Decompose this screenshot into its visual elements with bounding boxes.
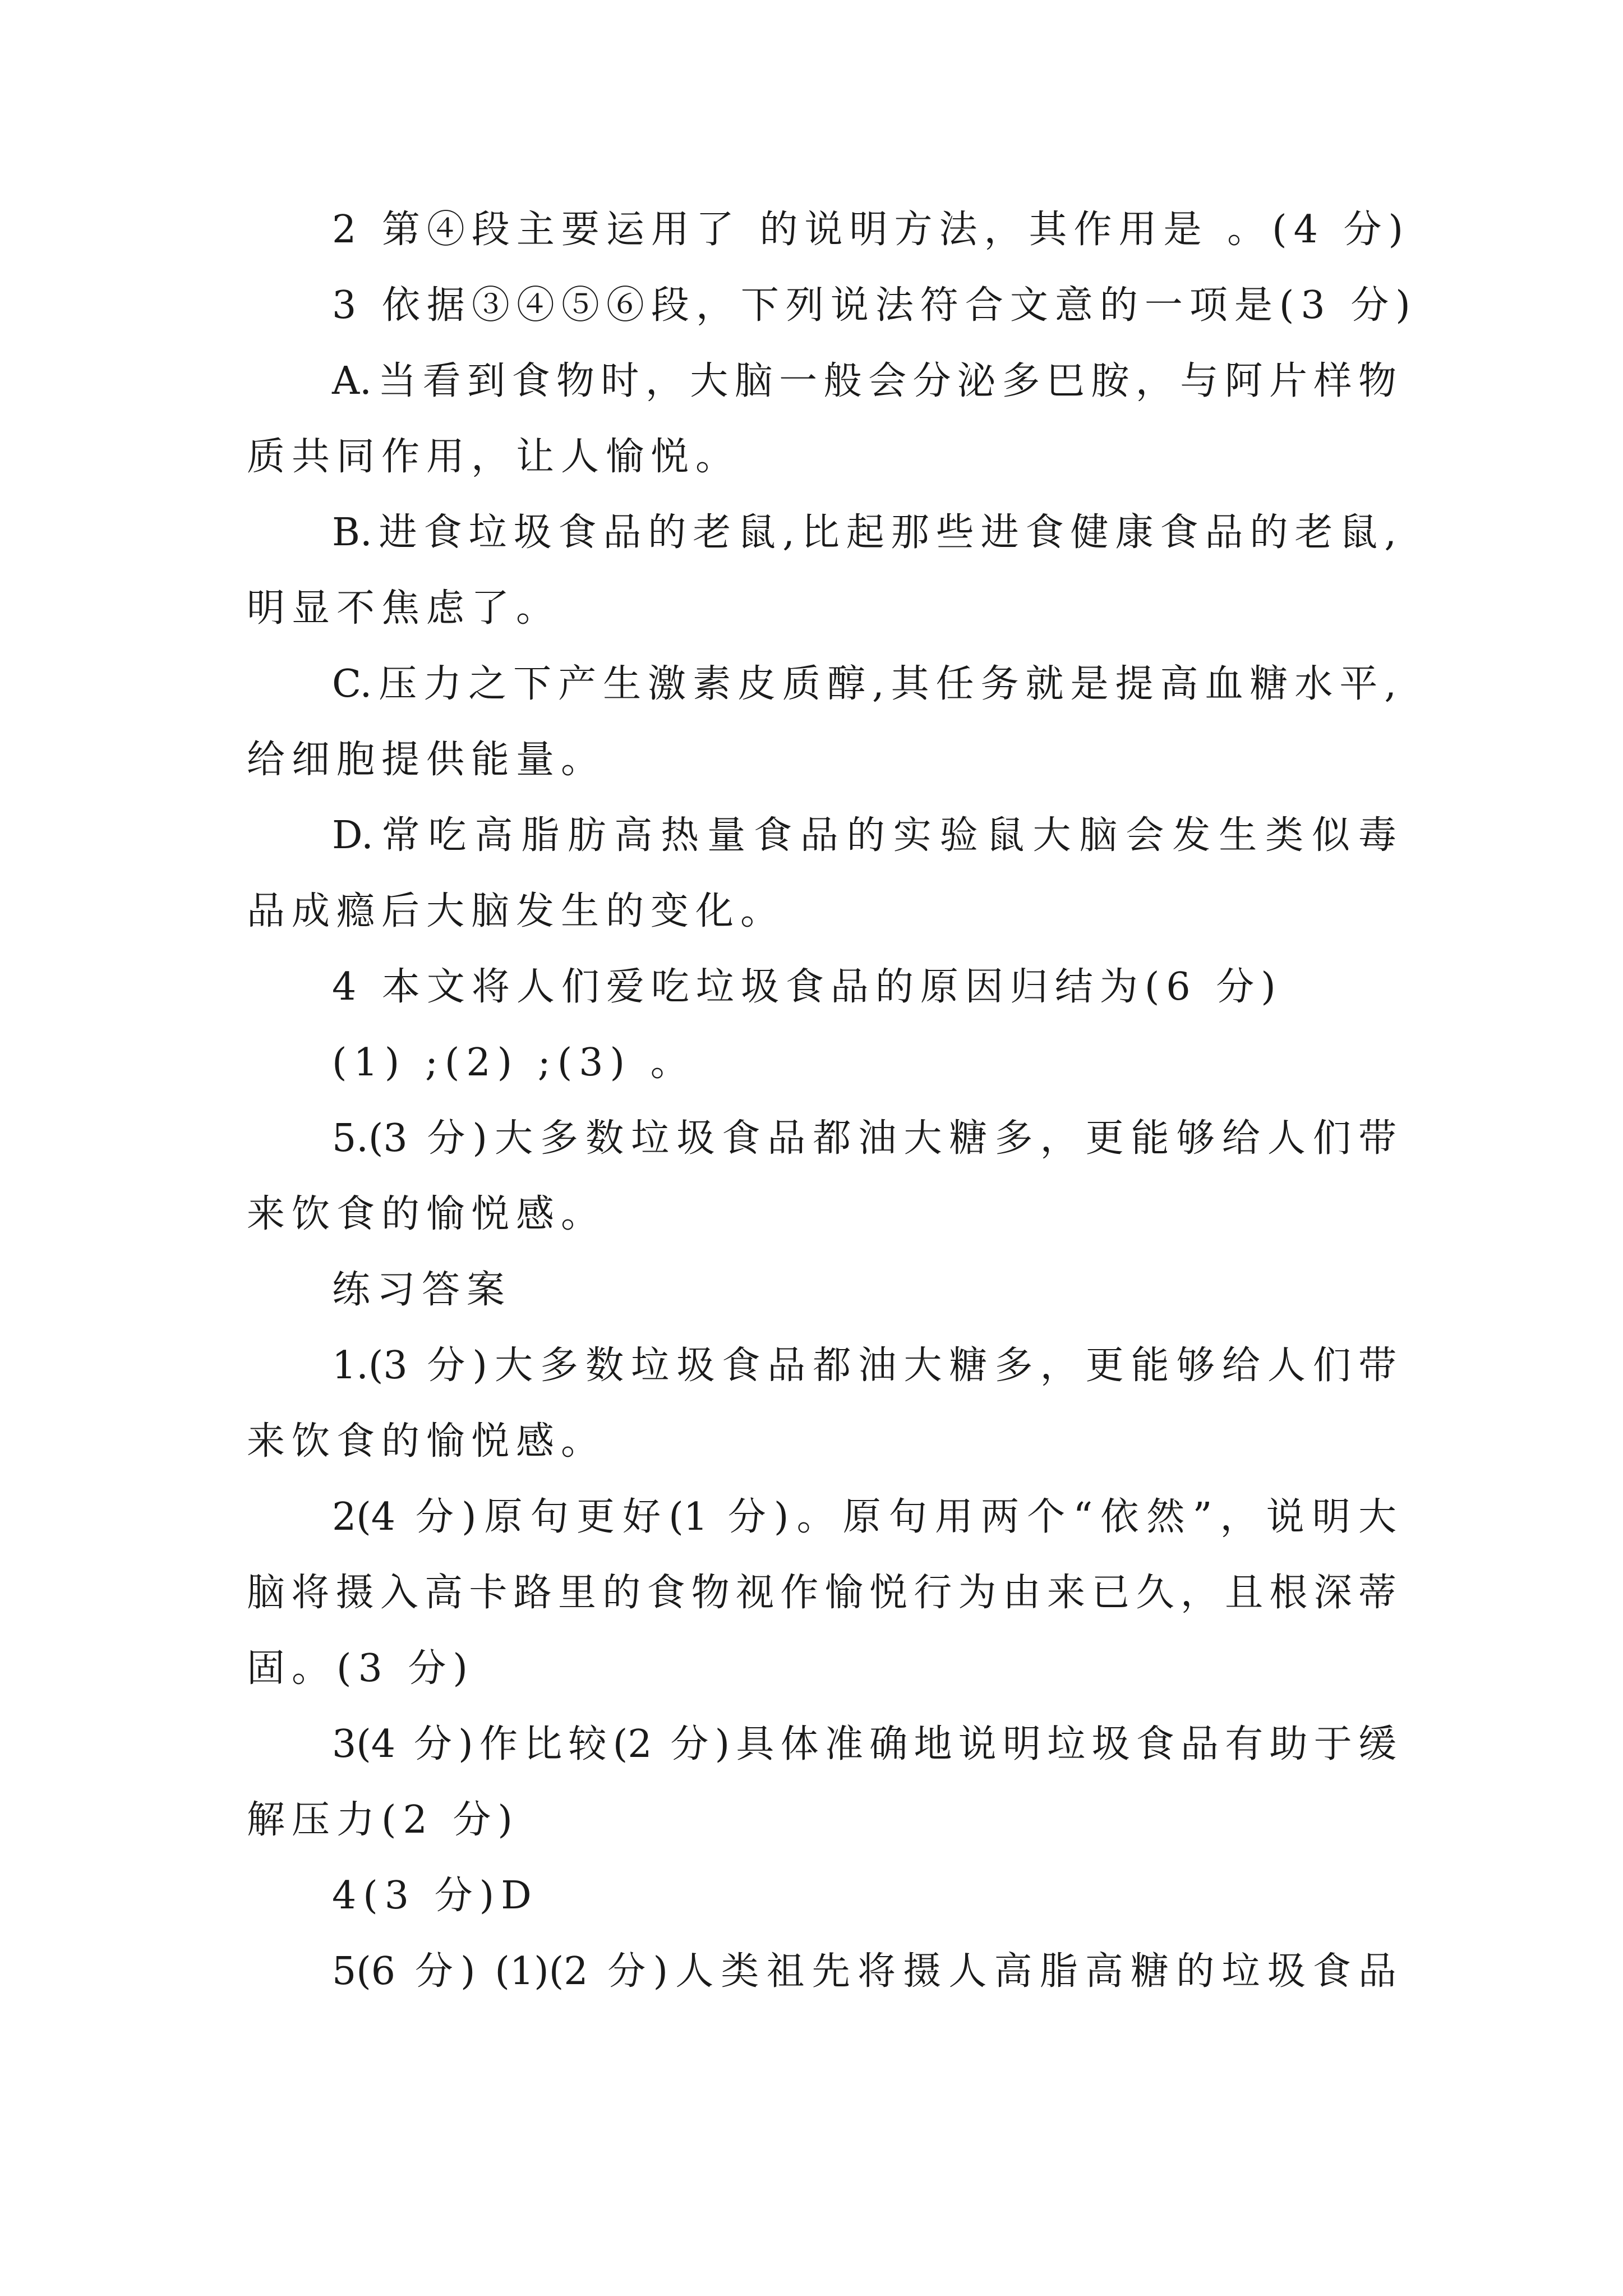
question-5-line-1: 5.(3 分)大多数垃圾食品都油大糖多，更能够给人们带	[332, 1116, 1396, 1161]
answer-2-line-1: 2(4 分)原句更好(1 分)。原句用两个“依然”，说明大	[332, 1495, 1396, 1539]
answers-heading: 练习答案	[332, 1268, 512, 1312]
option-a-line-2: 质共同作用，让人愉悦。	[247, 435, 741, 479]
question-4-line: 4 本文将人们爱吃垃圾食品的原因归结为(6 分)	[332, 965, 1283, 1009]
answer-2-line-3: 固。(3 分)	[247, 1646, 474, 1691]
question-2-line: 2 第④段主要运用了 的说明方法，其作用是 。(4 分)	[332, 208, 1410, 252]
answer-1-line-1: 1.(3 分)大多数垃圾食品都油大糖多，更能够给人们带	[332, 1343, 1396, 1388]
option-b-line-2: 明显不焦虑了。	[247, 586, 561, 631]
answer-5-line-1: 5(6 分) (1)(2 分)人类祖先将摄人高脂高糖的垃圾食品	[332, 1949, 1396, 1994]
answer-3-line-1: 3(4 分)作比较(2 分)具体准确地说明垃圾食品有助于缓	[332, 1722, 1396, 1766]
answer-1-line-2: 来饮食的愉悦感。	[247, 1419, 606, 1464]
question-4-blanks: (1) ;(2) ;(3) 。	[332, 1041, 695, 1085]
answer-2-line-2: 脑将摄入高卡路里的食物视作愉悦行为由来已久，且根深蒂	[247, 1571, 1396, 1615]
option-b-line-1: B.进食垃圾食品的老鼠,比起那些进食健康食品的老鼠,	[332, 510, 1396, 555]
option-c-line-2: 给细胞提供能量。	[247, 738, 606, 782]
option-a-line-1: A.当看到食物时，大脑一般会分泌多巴胺，与阿片样物	[332, 359, 1396, 403]
question-5-line-2: 来饮食的愉悦感。	[247, 1192, 606, 1236]
option-c-line-1: C.压力之下产生激素皮质醇,其任务就是提高血糖水平,	[332, 662, 1396, 706]
answer-4-line: 4(3 分)D	[332, 1874, 538, 1918]
question-3-line: 3 依据③④⑤⑥段，下列说法符合文意的一项是(3 分)	[332, 283, 1417, 328]
option-d-line-1: D.常吃高脂肪高热量食品的实验鼠大脑会发生类似毒	[332, 813, 1396, 858]
answer-3-line-2: 解压力(2 分)	[247, 1798, 519, 1842]
option-d-line-2: 品成瘾后大脑发生的变化。	[247, 889, 786, 933]
